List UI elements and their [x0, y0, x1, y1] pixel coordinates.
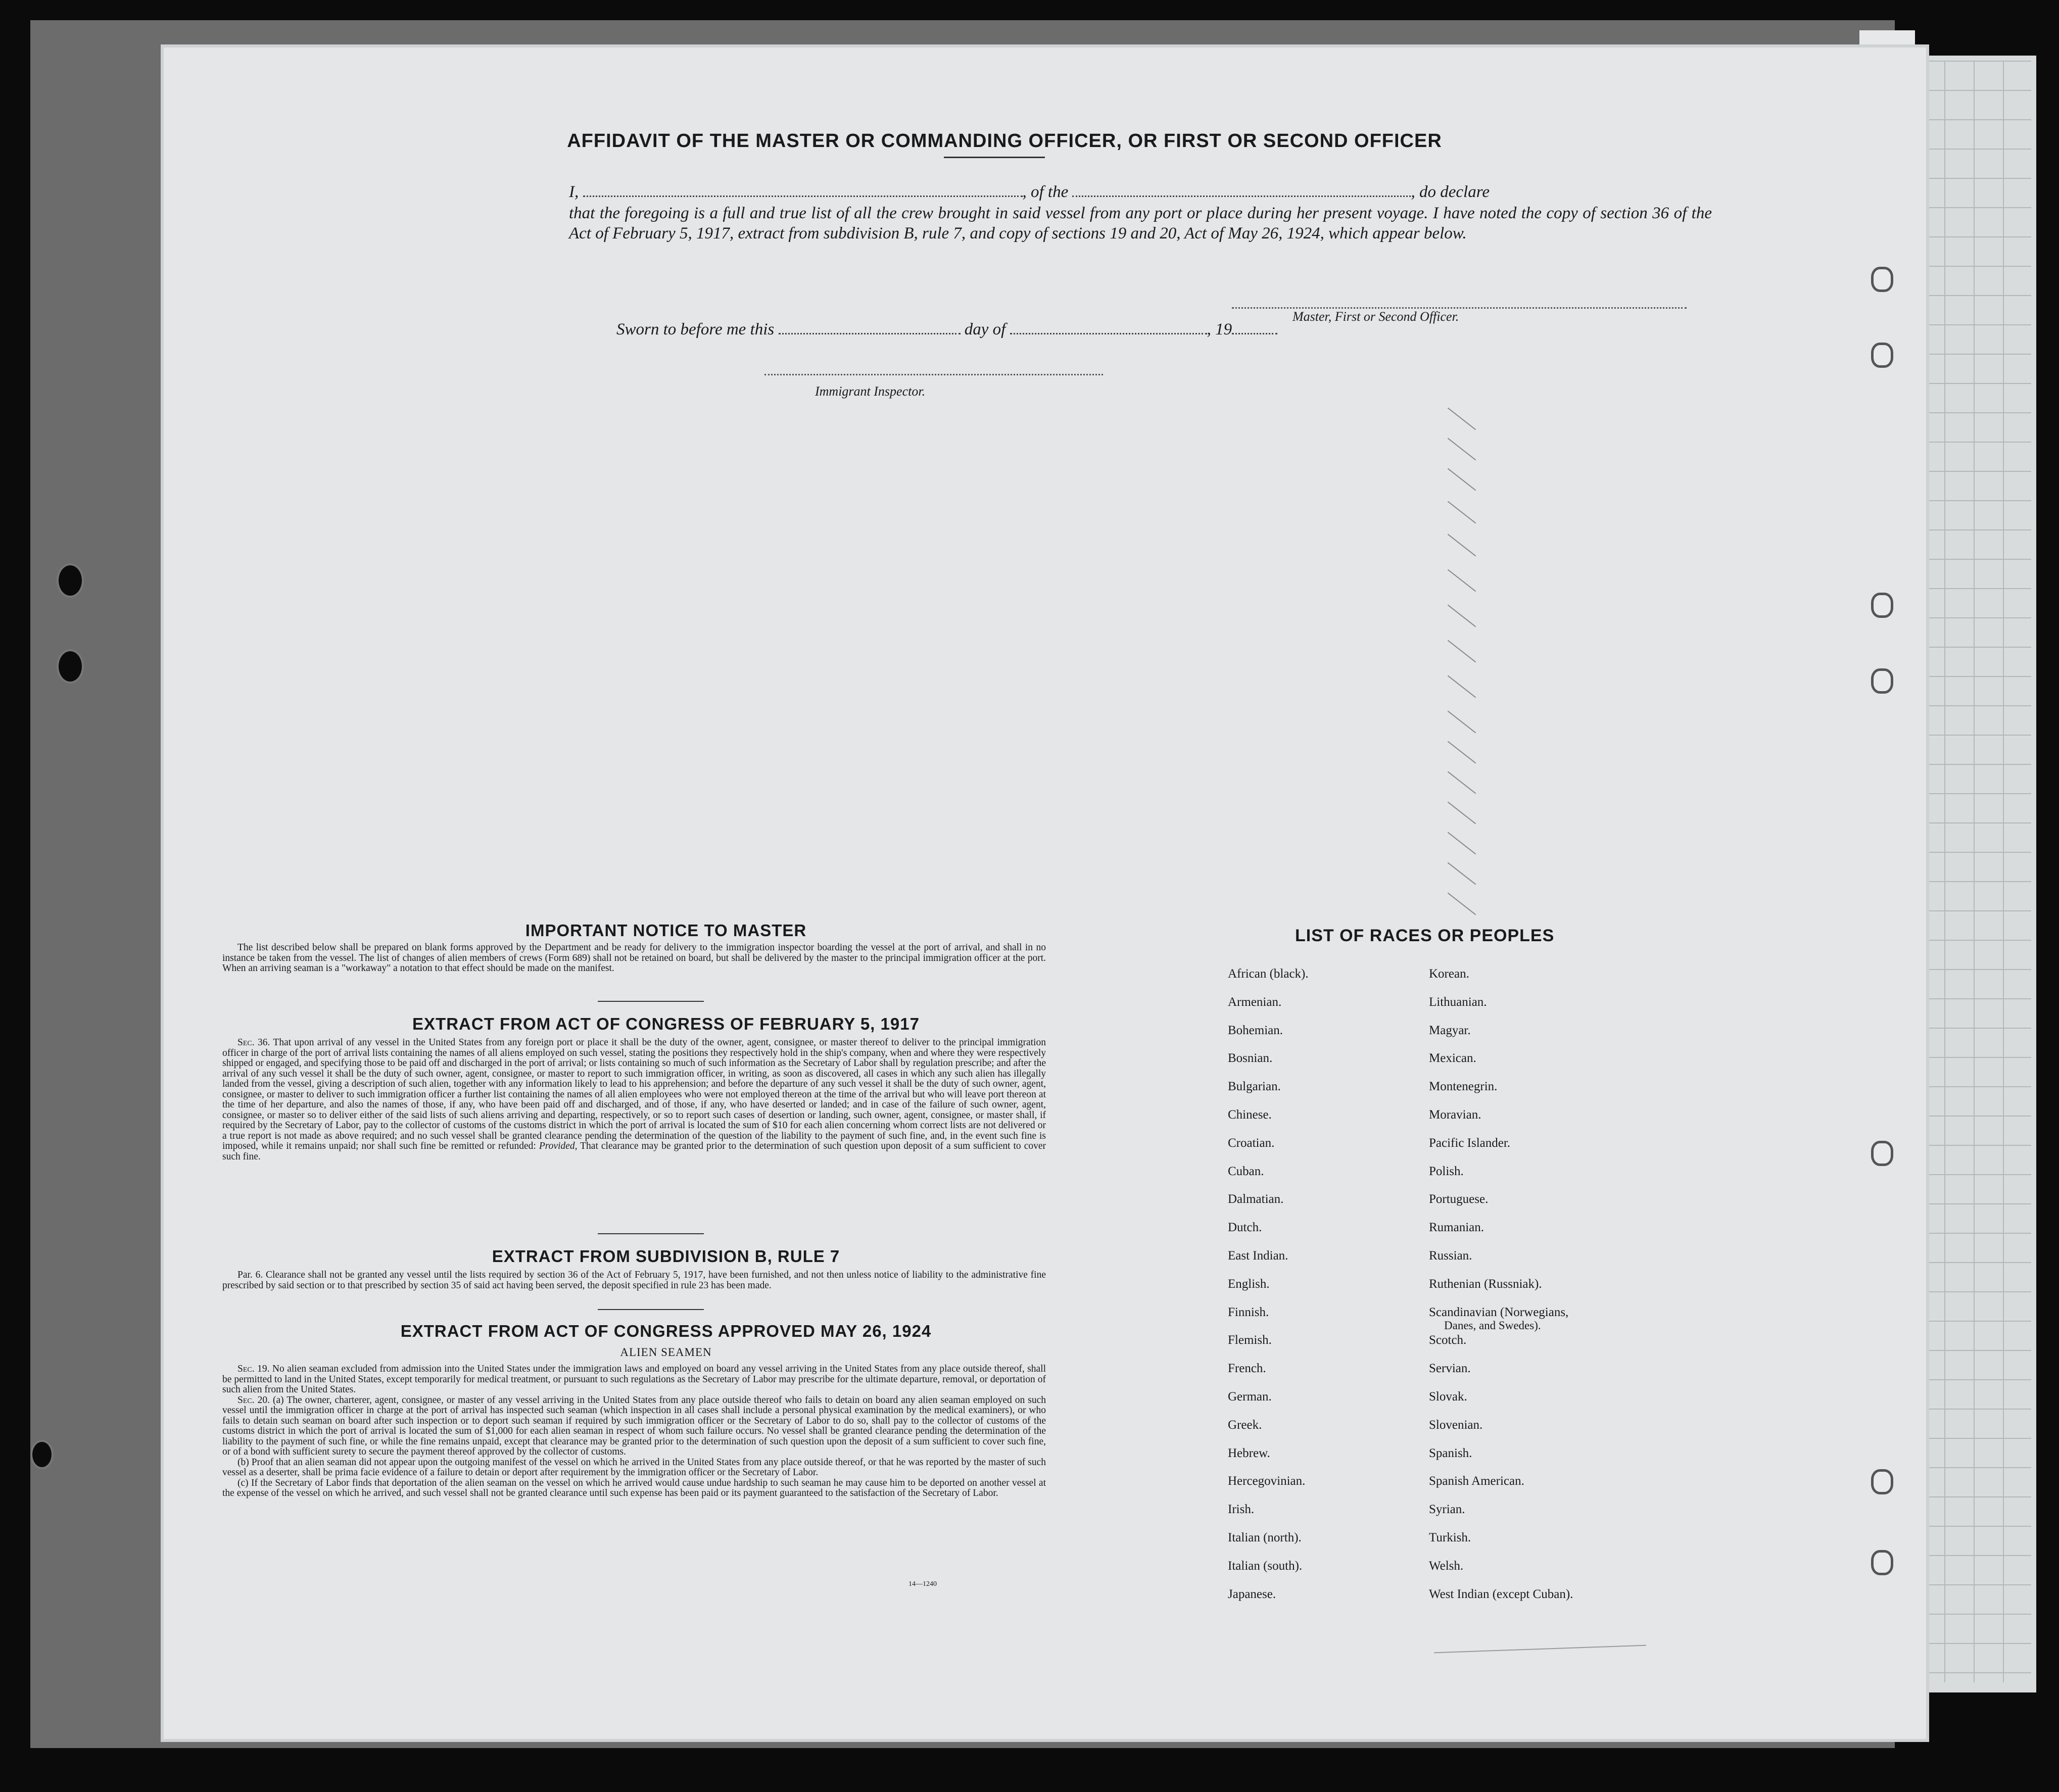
- notice-paragraph: The list described below shall be prepared on blank forms approved by the Department and be ready for delivery to the immigration inspector boarding the vessel at the port of arrival, and shall in no instance be taken from the vessel. The list of changes of alien members of crews (Form 689) shall not be retained on board, but shall be delivered by the master to the principal immigration officer at the port. When an arriving seaman is a "workaway" a notation to that effect should be made on the manifest.: [222, 942, 1046, 974]
- race-item: Pacific Islander.: [1429, 1136, 1511, 1150]
- punch-hole-icon: [57, 649, 84, 684]
- race-item: Slovak.: [1429, 1389, 1467, 1403]
- race-item: Lithuanian.: [1429, 995, 1487, 1009]
- race-item: Greek.: [1228, 1418, 1262, 1432]
- divider: [598, 1233, 704, 1234]
- race-item: Irish.: [1228, 1503, 1255, 1517]
- proviso-label: Provided,: [539, 1141, 578, 1151]
- race-item: Bulgarian.: [1228, 1080, 1281, 1094]
- races-left-column: [1228, 967, 1309, 1615]
- form-page: [161, 44, 1929, 1742]
- race-item: Chinese.: [1228, 1107, 1272, 1122]
- sworn-day-label: day of: [964, 320, 1006, 338]
- sec-20a-text: (a) The owner, charterer, agent, consignee, or master of any vessel arriving in the United States from any place outside thereof who fails to detain on board any alien seaman employed on such vessel until the immigration officer in charge at the port of arrival has inspected such seaman (which inspection in all cases shall include a personal physical examination by the medical examiners), or who fails to detain such seaman on board after such inspection or to deport such seaman if required by such immigration officer or the Secretary of Labor to do so, shall pay to the collector of customs of the customs district in which the port of arrival is located the sum of $1,000 for each alien seaman in respect of whom such failure occurs. No vessel shall be granted clearance pending the determination of the liability to the payment of such fine, or while the fine remains unpaid, except that clearance may be granted prior to the determination of such question upon the deposit of a sum sufficient to cover such fine, or of a bond with sufficient surety to secure the payment thereof approved by the collector of customs.: [222, 1394, 1046, 1457]
- divider: [598, 1309, 704, 1310]
- races-right-column: [1429, 967, 1573, 1615]
- extract-1917-text: [222, 1038, 1046, 1162]
- punch-hole-icon: [30, 1440, 54, 1469]
- race-item: Russian.: [1429, 1248, 1472, 1263]
- declaration-mid: , of the: [1022, 183, 1069, 201]
- race-item: Turkish.: [1429, 1530, 1471, 1544]
- race-item: Bohemian.: [1228, 1023, 1283, 1037]
- race-item: Magyar.: [1429, 1023, 1471, 1037]
- declaration-line: [569, 182, 1721, 202]
- race-item: Korean.: [1429, 967, 1469, 981]
- race-item: Servian.: [1429, 1362, 1471, 1376]
- race-item: Mexican.: [1429, 1051, 1476, 1065]
- extract-1924-title: EXTRACT FROM ACT OF CONGRESS APPROVED MAY 26, 1924: [400, 1322, 932, 1340]
- binder-ring-icon: [1871, 267, 1893, 292]
- alien-seamen-subtitle: ALIEN SEAMEN: [620, 1346, 712, 1359]
- race-item: Montenegrin.: [1429, 1080, 1498, 1094]
- race-item: Syrian.: [1429, 1503, 1465, 1517]
- binder-ring-icon: [1871, 1141, 1893, 1166]
- notice-title: IMPORTANT NOTICE TO MASTER: [525, 921, 807, 940]
- pencil-scribble: [1434, 1645, 1646, 1654]
- race-item: Hercegovinian.: [1228, 1474, 1306, 1488]
- race-item: Polish.: [1429, 1164, 1464, 1178]
- race-item: German.: [1228, 1389, 1272, 1403]
- graph-paper-grid: [1915, 61, 2031, 1682]
- race-item: Portuguese.: [1429, 1192, 1489, 1206]
- sworn-month-field[interactable]: [1010, 320, 1207, 334]
- binder-ring-icon: [1871, 1469, 1893, 1494]
- extract-1924-text: [222, 1364, 1046, 1499]
- race-item: Ruthenian (Russniak).: [1429, 1277, 1542, 1291]
- sec-19-label: Sec. 19.: [237, 1364, 270, 1374]
- race-item: Scandinavian (Norwegians, Danes, and Swedes).: [1429, 1305, 1569, 1332]
- race-item: Slovenian.: [1429, 1418, 1483, 1432]
- sworn-year-label: , 19: [1207, 320, 1232, 338]
- vessel-field[interactable]: [1072, 182, 1411, 197]
- race-item: Hebrew.: [1228, 1446, 1270, 1460]
- race-item: Finnish.: [1228, 1305, 1269, 1319]
- divider: [598, 1001, 704, 1002]
- race-item: Flemish.: [1228, 1333, 1272, 1347]
- notice-text: [222, 943, 1046, 974]
- race-item: Scotch.: [1429, 1333, 1467, 1347]
- race-item: East Indian.: [1228, 1248, 1288, 1263]
- extract-1917-title: EXTRACT FROM ACT OF CONGRESS OF FEBRUARY 5, 1917: [412, 1014, 920, 1033]
- declaration-body: that the foregoing is a full and true list of all the crew brought in said vessel from any port or place during her present voyage. I have noted the copy of section 36 of the Act of February 5, 1917, extract from subdivision B, rule 7, and copy of sections 19 and 20, Act of May 26, 1924, which appear below.: [569, 204, 1712, 243]
- race-item: Rumanian.: [1429, 1221, 1485, 1235]
- sec-20-label: Sec. 20.: [237, 1394, 270, 1406]
- sec-36-text: That upon arrival of any vessel in the United States from any foreign port or place it shall be the duty of the owner, agent, consignee, or master thereof to deliver to the principal immigration officer in charge of the port of arrival lists containing the names of all aliens employed on such vessel, stating the positions they respectively hold in the ship's company, when and where they were respectively shipped or engaged, and specifying those to be paid off and discharged in the port of arrival; or lists containing so much of such information as the Secretary of Labor shall by regulation prescribe; and after the arrival of any such vessel it shall be the duty of such owner, agent, consignee, or master to report to such immigration officer, in writing, as soon as discovered, all cases in which any such alien has illegally landed from the vessel, giving a description of such alien, together with any information likely to lead to his apprehension; and before the departure of any such vessel it shall be the duty of such owner, agent, consignee, or master to deliver to such immigration officer a further list containing the names of all alien employees who were not employed thereon at the time of the arrival but who will leave port thereon at the time of her departure, and also the names of those, if any, who have been paid off and discharged, and of those, if any, who have deserted or landed; and in case of the failure of such owner, agent, consignee, or master so to deliver either of the said lists of such aliens arriving and departing, respectively, or so to report such cases of desertion or landing, such owner, agent, consignee, or master shall, if required by the Secretary of Labor, pay to the collector of customs of the customs district in which the port of arrival is located the sum of $10 for each alien concerning whom correct lists are not delivered or a true report is not made as above required; and no such vessel shall be granted clearance pending the determination of the question of the liability to the payment of such fine, and, in the event such fine is imposed, while it remains unpaid; nor shall such fine be remitted or refunded:: [222, 1037, 1046, 1151]
- race-item: English.: [1228, 1277, 1270, 1291]
- race-item: Japanese.: [1228, 1587, 1276, 1601]
- binder-ring-icon: [1871, 343, 1893, 368]
- race-item: Croatian.: [1228, 1136, 1275, 1150]
- declaration-end: , do declare: [1411, 183, 1490, 201]
- race-item: Welsh.: [1429, 1559, 1464, 1573]
- race-item: West Indian (except Cuban).: [1429, 1587, 1573, 1601]
- race-item: African (black).: [1228, 967, 1309, 981]
- races-title: LIST OF RACES OR PEOPLES: [1295, 926, 1555, 945]
- race-item: Spanish.: [1429, 1446, 1472, 1460]
- punch-hole-icon: [57, 563, 84, 598]
- binder-ring-icon: [1871, 593, 1893, 618]
- race-item: Moravian.: [1429, 1107, 1481, 1122]
- sec-19-text: No alien seaman excluded from admission into the United States under the immigration laws and employed on board any vessel arriving in the United States from any place outside thereof, shall be permitted to land in the United States, except temporarily for medical treatment, or pursuant to such regulations as the Secretary of Labor may prescribe for the ultimate departure, removal, or deportation of such alien from the United States.: [222, 1364, 1046, 1395]
- inspector-signature-line[interactable]: [764, 374, 1103, 375]
- rule7-paragraph: Par. 6. Clearance shall not be granted any vessel until the lists required by section 36 of the Act of February 5, 1917, have been furnished, and not then unless notice of liability to the administrative fine prescribed by said section or to that prescribed by section 35 of said act having been served, the deposit specified in rule 23 has been made.: [222, 1270, 1046, 1291]
- inspector-caption: Immigrant Inspector.: [815, 384, 926, 399]
- race-item: Italian (south).: [1228, 1559, 1303, 1573]
- sworn-prefix: Sworn to before me this: [616, 320, 775, 338]
- extract-rule7-title: EXTRACT FROM SUBDIVISION B, RULE 7: [492, 1247, 840, 1266]
- race-item: Dutch.: [1228, 1221, 1262, 1235]
- race-item: French.: [1228, 1362, 1266, 1376]
- binder-ring-icon: [1871, 668, 1893, 694]
- race-item: Bosnian.: [1228, 1051, 1273, 1065]
- divider: [944, 157, 1045, 158]
- master-signature-line[interactable]: [1232, 307, 1687, 309]
- extract-rule7-text: [222, 1270, 1046, 1291]
- sec-36-label: Sec. 36.: [237, 1037, 270, 1048]
- sworn-line: [616, 319, 1526, 340]
- race-item: Armenian.: [1228, 995, 1282, 1009]
- race-item: Dalmatian.: [1228, 1192, 1284, 1206]
- race-item: Spanish American.: [1429, 1474, 1524, 1488]
- affidavit-title: AFFIDAVIT OF THE MASTER OR COMMANDING OFFICER, OR FIRST OR SECOND OFFICER: [567, 130, 1442, 152]
- proviso-text: That clearance may be granted prior to the determination of such question upon deposit of a sum sufficient to cover such fine.: [222, 1141, 1046, 1162]
- sworn-day-field[interactable]: [779, 320, 961, 334]
- name-field[interactable]: [583, 182, 1023, 197]
- sec-20b-text: (b) Proof that an alien seaman did not appear upon the outgoing manifest of the vessel on which he arrived in the United States from any place outside thereof, or that he was reported by the master of such vessel as a deserter, shall be prima facie evidence of a failure to detain or deport after requirement by the immigration officer or the Secretary of Labor.: [222, 1457, 1046, 1478]
- declaration-prefix: I,: [569, 183, 579, 201]
- race-item: Italian (north).: [1228, 1530, 1302, 1544]
- race-item-continuation: Danes, and Swedes).: [1444, 1319, 1541, 1332]
- sec-20c-text: (c) If the Secretary of Labor finds that deportation of the alien seaman on the vessel on which he arrived would cause undue hardship to such seaman he may cause him to be deported on another vessel at the expense of the vessel on which he arrived, and such vessel shall not be granted clearance until such expense has been paid or its payment guaranteed to the satisfaction of the Secretary of Labor.: [222, 1477, 1046, 1498]
- race-item: Cuban.: [1228, 1164, 1264, 1178]
- binder-ring-icon: [1871, 1550, 1893, 1575]
- form-number: 14—1240: [908, 1580, 937, 1588]
- master-caption: Master, First or Second Officer.: [1292, 309, 1459, 324]
- sworn-year-field[interactable]: [1232, 320, 1277, 334]
